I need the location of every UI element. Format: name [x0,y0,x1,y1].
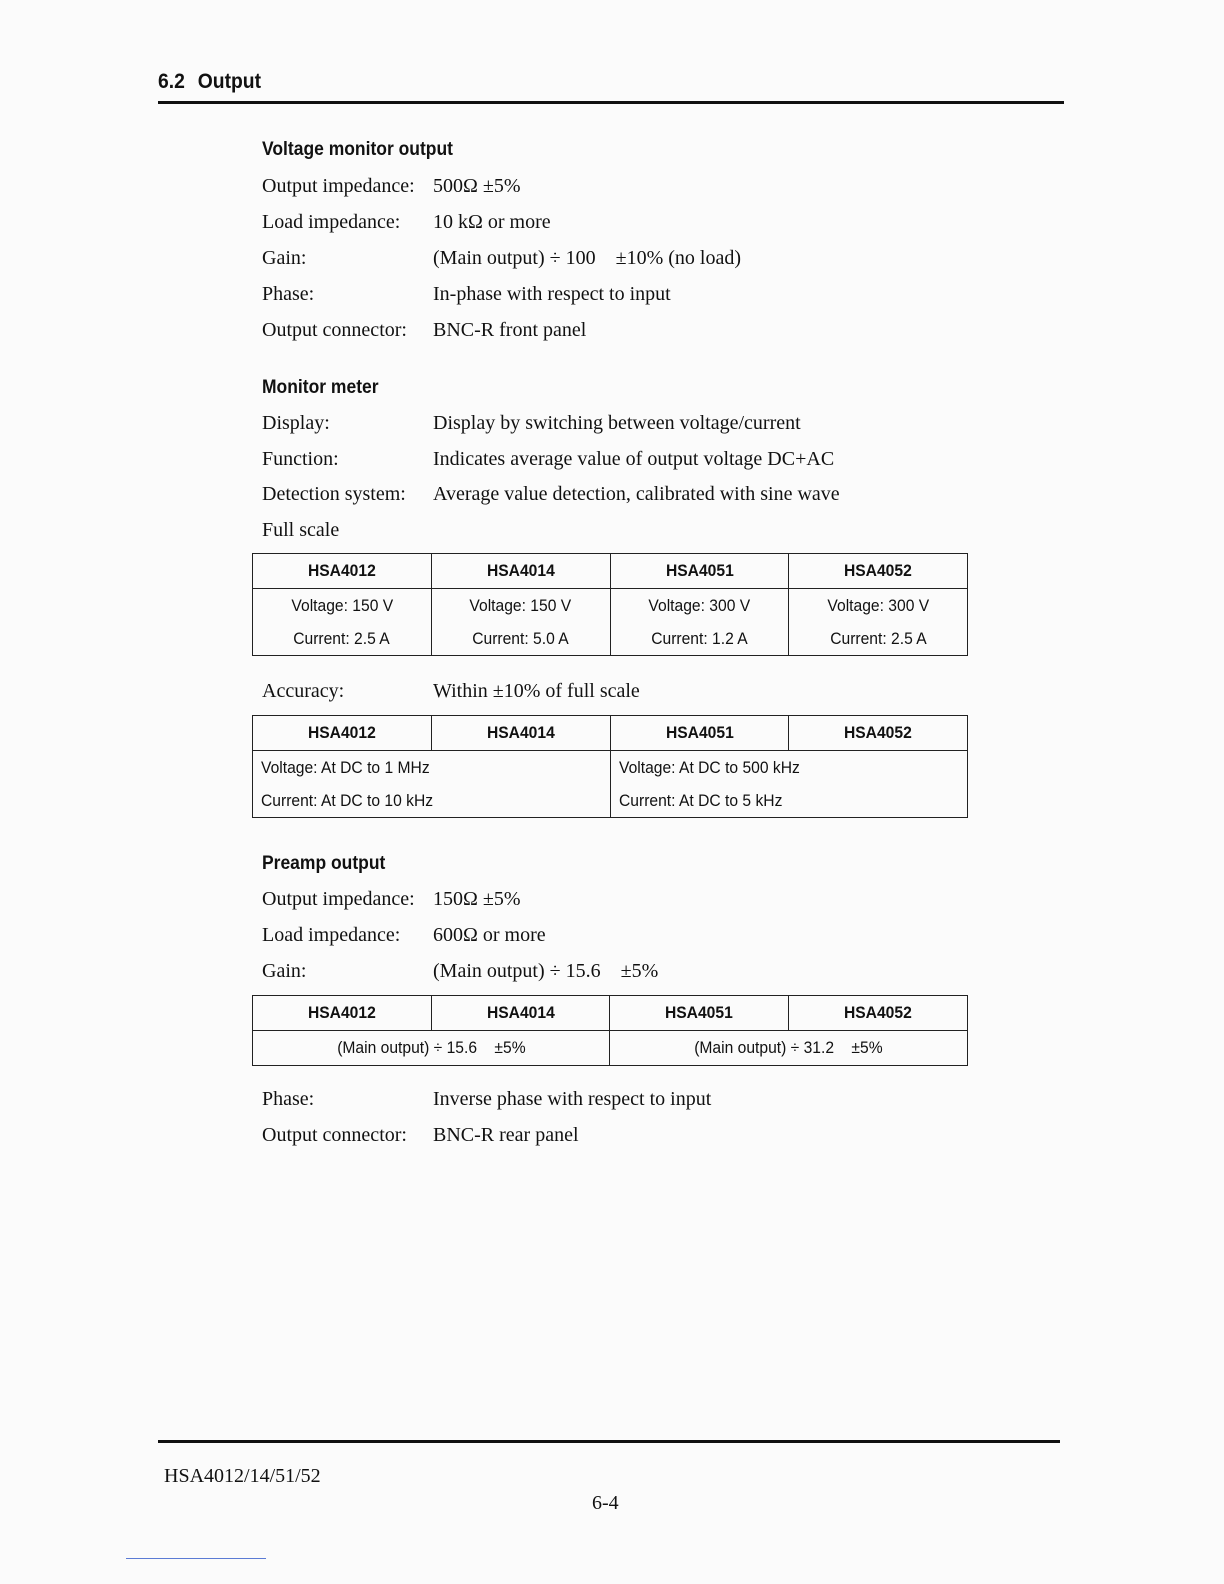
table-header-cell: HSA4051 [610,716,789,751]
table-header-cell: HSA4014 [431,716,610,751]
table-cell: Voltage: 150 V Current: 2.5 A [253,589,432,656]
manual-page: 6.2 Output Voltage monitor output Output impedance: 500Ω ±5% Load impedance: 10 kΩ or more Gain: (Main output) ÷ 100 ±10% (no load) Phase: In-phase with respect to input Output connector: BNC-R front panel Monitor meter Display: Display by switching between voltage/current Function: Indicates average value of output voltage DC+AC Detection system: Average value detection, calibrated with sine wave Full scale HSA4012 HSA4014 HSA4051 HSA4052 Voltage: 150 V Current: 2.5 A Voltage: 150 V Current: 5.0 A Voltage: 300 V Current: 1.2 A Voltage: 300 V Current: 2.5 A Accuracy: Within ±10% of full scale HSA4012 HSA4014 HSA4051 HSA4052 Voltage: At DC to 1 MHz Current: At DC to 10 kHz Voltage: At DC to 500 kHz Current: At DC to 5 kHz Preamp output Output impedance: 150Ω ±5% Load impedance: 600Ω or more Gain: (Main output) ÷ 15.6 ±5% HSA4012 HSA4014 HSA4051 HSA4052 (Main output) ÷ 15.6 ±5% (Main output) ÷ 31.2 ±5% Phase: Inverse phase with respect to input Output connector: BNC-R rear panel HSA4012/14/51/52 6-4 [0,0,1224,1584]
full-scale-table [252,553,968,656]
table-cell: (Main output) ÷ 31.2 ±5% [610,1031,968,1066]
table-header-cell: HSA4012 [253,716,432,751]
spec-label: Output impedance: [262,175,415,197]
spec-label: Gain: [262,247,307,269]
footer-model: HSA4012/14/51/52 [164,1465,321,1487]
preamp-heading: Preamp output [262,853,386,874]
spec-value: BNC-R front panel [433,319,587,341]
table-header-cell: HSA4014 [431,996,610,1031]
table-row [253,751,968,818]
spec-value: Average value detection, calibrated with sine wave [433,483,840,505]
table-cell: Voltage: At DC to 500 kHz Current: At DC to 5 kHz [610,751,968,818]
table-header-row [253,996,968,1031]
spec-label: Phase: [262,1088,315,1110]
section-name: Output [197,70,262,93]
spec-value: 500Ω ±5% [433,175,521,197]
table-cell: Voltage: 150 V Current: 5.0 A [431,589,610,656]
spec-label: Output connector: [262,319,407,341]
section-title [158,70,261,94]
spec-value: 10 kΩ or more [433,211,551,233]
table-cell: (Main output) ÷ 15.6 ±5% [253,1031,610,1066]
footer-rule [158,1440,1060,1443]
table-cell: Voltage: 300 V Current: 1.2 A [610,589,789,656]
preamp-gain-table [252,995,968,1066]
spec-value: BNC-R rear panel [433,1124,579,1146]
spec-value: 600Ω or more [433,924,546,946]
spec-value: Indicates average value of output voltage DC+AC [433,448,835,470]
spec-value: Display by switching between voltage/current [433,412,801,434]
spec-label: Load impedance: [262,211,401,233]
table-row [253,589,968,656]
spec-value: Within ±10% of full scale [433,680,640,702]
spec-label: Display: [262,412,330,434]
link-underline [126,1558,266,1559]
spec-label: Detection system: [262,483,406,505]
spec-label: Function: [262,448,339,470]
table-header-row [253,716,968,751]
monitor-meter-heading: Monitor meter [262,377,379,398]
accuracy-table [252,715,968,818]
table-header-cell: HSA4052 [789,716,968,751]
spec-label: Accuracy: [262,680,345,702]
table-header-cell: HSA4051 [610,554,789,589]
table-header-cell: HSA4012 [253,996,432,1031]
spec-label: Gain: [262,960,307,982]
page-number: 6-4 [592,1492,619,1514]
spec-label: Load impedance: [262,924,401,946]
table-header-cell: HSA4014 [431,554,610,589]
spec-label: Output impedance: [262,888,415,910]
table-header-cell: HSA4051 [610,996,789,1031]
section-number: 6.2 [158,70,185,93]
spec-value: (Main output) ÷ 100 ±10% (no load) [433,247,742,269]
table-row [253,1031,968,1066]
header-rule [158,101,1064,104]
table-cell: Voltage: 300 V Current: 2.5 A [789,589,968,656]
table-header-cell: HSA4012 [253,554,432,589]
table-header-row [253,554,968,589]
table-cell: Voltage: At DC to 1 MHz Current: At DC to 10 kHz [253,751,611,818]
spec-value: 150Ω ±5% [433,888,521,910]
spec-value: Inverse phase with respect to input [433,1088,712,1110]
spec-label: Phase: [262,283,315,305]
spec-label: Output connector: [262,1124,407,1146]
spec-value: In-phase with respect to input [433,283,671,305]
spec-value: (Main output) ÷ 15.6 ±5% [433,960,659,982]
table-header-cell: HSA4052 [789,554,968,589]
table-header-cell: HSA4052 [789,996,968,1031]
voltage-monitor-heading: Voltage monitor output [262,139,453,160]
